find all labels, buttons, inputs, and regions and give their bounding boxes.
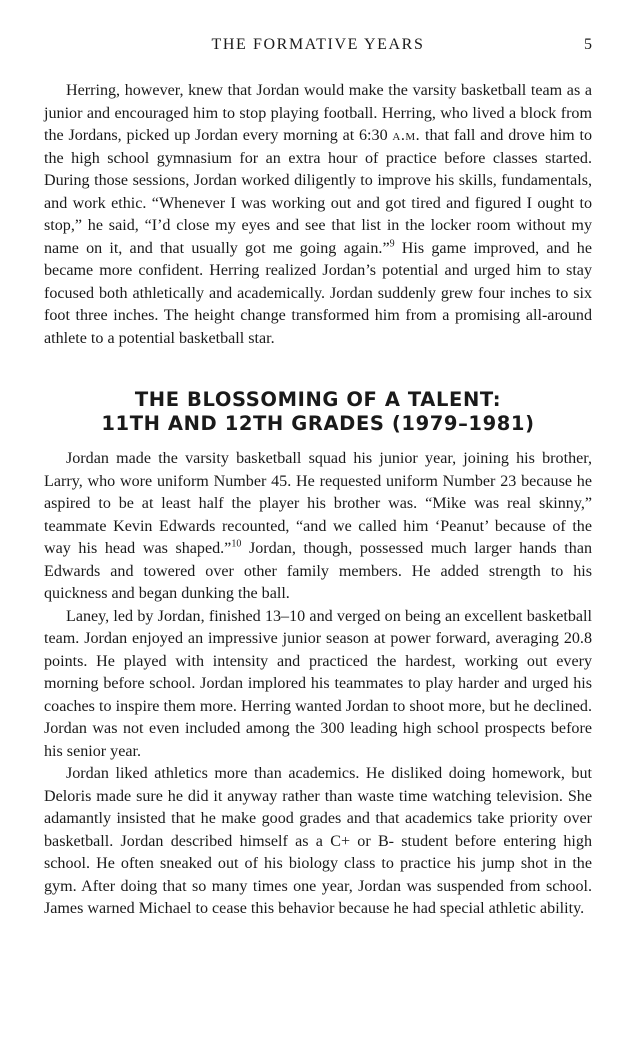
section-heading-line: 11TH AND 12TH GRADES (1979–1981): [101, 412, 535, 435]
running-head: [44, 36, 592, 58]
running-title: THE FORMATIVE YEARS: [211, 36, 425, 53]
paragraph: Jordan liked athletics more than academics. He disliked doing homework, but Deloris made sure he did it anyway rather than waste time watching television. She adamantly insisted that he make good grades and that academics take priority over basketball. Jordan described himself as a C+ or B- student before entering high school. He often sneaked out of his biology class to practice his jump shot in the gym. After doing that so many times one year, Jordan was suspended from school. James warned Michael to cease this behavior because he had special athletic ability.: [44, 765, 592, 917]
paragraph-text: His game improved, and he became more confident. Herring realized Jordan’s potential and urged him to stay focused both athletically and academically. Jordan suddenly grew four inches to six foot three inches. The height change transformed him from a promising all-around athlete to a potential basketball star.: [44, 239, 592, 347]
footnote-marker: 10: [231, 538, 242, 550]
paragraph-text: Herring, however, knew that Jordan would make the varsity basketball team as a junior and encouraged him to stop playing football. Herring, who lived a block from the Jordans, picked up Jordan every morning at 6:30: [44, 82, 592, 144]
body-text: [44, 80, 592, 921]
paragraph: Laney, led by Jordan, finished 13–10 and verged on being an excellent basketball team. Jordan enjoyed an impressive junior season at power forward, averaging 20.8 points. He played with intensity and practiced the hardest, working out every morning before school. Jordan implored his teammates to play harder and urged his coaches to inspire them more. Herring wanted Jordan to shoot more, but he declined. Jordan was not even included among the 300 leading high school prospects before his senior year.: [44, 607, 592, 760]
page-number: 5: [584, 36, 592, 53]
section-heading: [44, 388, 592, 436]
section-heading-line: THE BLOSSOMING OF A TALENT:: [134, 388, 502, 411]
book-page: [44, 36, 592, 921]
paragraph-text: Jordan made the varsity basketball squad his junior year, joining his brother, Larry, who wore uniform Number 45. He requested uniform Number 23 because he aspired to be at least half the player his brother was. “Mike was real skinny,” teammate Kevin Edwards recounted, “and we called him ‘Peanut’ because of the way his head was shaped.”: [44, 450, 592, 557]
paragraph: [44, 80, 592, 350]
paragraph-text: Jordan, though, possessed much larger hands than Edwards and towered over other family members. He added strength to his quickness and began dunking the ball.: [44, 540, 593, 602]
time-abbreviation: a.m.: [392, 127, 421, 144]
paragraph-text: that fall and drove him to the high school gymnasium for an extra hour of practice before classes started. During those sessions, Jordan worked diligently to improve his skills, fundamentals, and work ethic. “Whenever I was working out and got tired and figured I ought to stop,” he said, “I’d close my eyes and see that list in the locker room without my name on it, and that usually got me going again.”: [44, 127, 592, 257]
footnote-marker: 9: [389, 238, 395, 250]
paragraph: [44, 448, 592, 606]
